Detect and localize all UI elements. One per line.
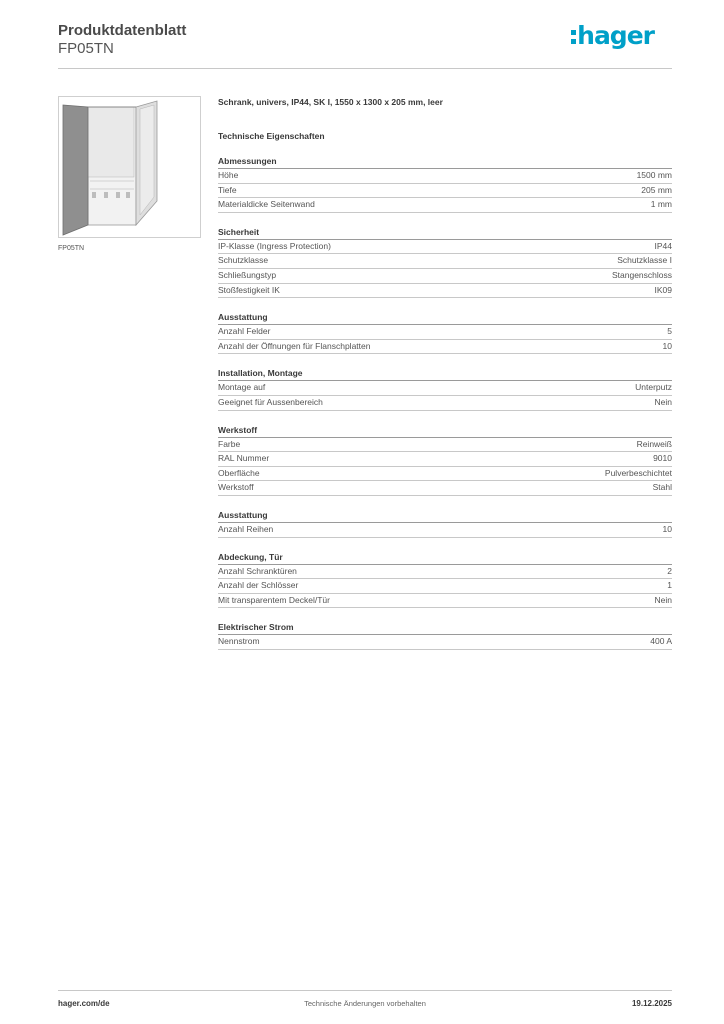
property-label: RAL Nummer [218, 453, 270, 464]
property-value: 1 [667, 580, 672, 591]
property-row [218, 184, 672, 199]
section-ausstattung [218, 311, 672, 354]
property-value: 1 mm [650, 199, 672, 210]
property-label: IP-Klasse (Ingress Protection) [218, 240, 331, 251]
hager-logo [571, 20, 654, 50]
property-row [218, 635, 672, 650]
property-label: Anzahl Felder [218, 326, 271, 337]
property-row [218, 594, 672, 609]
property-row [218, 396, 672, 411]
product-image [58, 96, 201, 238]
property-label: Anzahl der Öffnungen für Flanschplatten [218, 340, 371, 351]
property-row [218, 565, 672, 580]
tech-properties-heading: Technische Eigenschaften [218, 131, 325, 141]
property-row [218, 254, 672, 269]
section-title: Abmessungen [218, 155, 672, 169]
property-label: Montage auf [218, 382, 266, 393]
page-footer [58, 990, 672, 1015]
property-label: Schließungstyp [218, 269, 277, 280]
property-value: 2 [667, 565, 672, 576]
property-row [218, 438, 672, 453]
section-sicherheit [218, 226, 672, 298]
page-header [58, 20, 672, 69]
section-title: Elektrischer Strom [218, 621, 672, 635]
property-label: Stoßfestigkeit IK [218, 284, 280, 295]
property-value: Nein [654, 396, 672, 407]
image-caption: FP05TN [58, 245, 85, 252]
property-value: Pulverbeschichtet [604, 467, 672, 478]
section-abdeckung [218, 551, 672, 609]
product-code: FP05TN [58, 40, 114, 57]
section-title: Ausstattung [218, 509, 672, 523]
property-label: Geeignet für Aussenbereich [218, 396, 323, 407]
footer-website-link[interactable]: hager.com/de [58, 999, 110, 1008]
property-row [218, 381, 672, 396]
footer-date: 19.12.2025 [631, 999, 672, 1008]
property-label: Oberfläche [218, 467, 260, 478]
property-label: Schutzklasse [218, 255, 269, 266]
product-details [218, 96, 672, 650]
section-ausstattung-2 [218, 509, 672, 538]
property-row [218, 284, 672, 299]
property-label: Anzahl Reihen [218, 523, 274, 534]
property-row [218, 579, 672, 594]
cabinet-illustration [59, 97, 200, 237]
property-row [218, 269, 672, 284]
property-value: Stangenschloss [611, 269, 672, 280]
property-label: Mit transparentem Deckel/Tür [218, 594, 330, 605]
section-title: Abdeckung, Tür [218, 551, 672, 565]
property-value: 9010 [653, 453, 672, 464]
section-title: Sicherheit [218, 226, 672, 240]
property-value: 400 A [650, 636, 672, 647]
document-title: Produktdatenblatt [58, 22, 187, 39]
property-value: Reinweiß [636, 438, 672, 449]
property-row [218, 325, 672, 340]
property-value: 5 [667, 326, 672, 337]
product-name: Schrank, univers, IP44, SK I, 1550 x 1300 x 205 mm, leer [218, 97, 443, 107]
property-label: Materialdicke Seitenwand [218, 199, 315, 210]
property-row [218, 169, 672, 184]
property-label: Anzahl der Schlösser [218, 580, 299, 591]
property-value: 205 mm [641, 184, 672, 195]
property-row [218, 240, 672, 255]
property-value: Unterputz [635, 382, 672, 393]
footer-disclaimer: Technische Änderungen vorbehalten [304, 999, 426, 1008]
property-label: Anzahl Schranktüren [218, 565, 297, 576]
property-row [218, 467, 672, 482]
property-row [218, 340, 672, 355]
property-value: Stahl [652, 482, 672, 493]
section-title: Ausstattung [218, 311, 672, 325]
section-elektrischer-strom [218, 621, 672, 650]
logo-dots-icon [571, 30, 576, 44]
property-row [218, 452, 672, 467]
section-abmessungen [218, 155, 672, 213]
property-value: Nein [654, 594, 672, 605]
property-value: IK09 [654, 284, 672, 295]
property-label: Tiefe [218, 184, 237, 195]
property-label: Höhe [218, 170, 239, 180]
property-value: Schutzklasse I [617, 255, 672, 266]
property-row [218, 198, 672, 213]
property-value: 1500 mm [636, 170, 672, 180]
property-label: Nennstrom [218, 636, 260, 647]
property-label: Werkstoff [218, 482, 254, 493]
property-value: IP44 [654, 240, 672, 251]
property-value: 10 [662, 523, 672, 534]
section-title: Installation, Montage [218, 367, 672, 381]
logo-text: hager [577, 20, 654, 50]
section-installation [218, 367, 672, 410]
section-werkstoff [218, 424, 672, 496]
property-label: Farbe [218, 438, 241, 449]
property-value: 10 [662, 340, 672, 351]
property-row [218, 481, 672, 496]
section-title: Werkstoff [218, 424, 672, 438]
property-row [218, 523, 672, 538]
